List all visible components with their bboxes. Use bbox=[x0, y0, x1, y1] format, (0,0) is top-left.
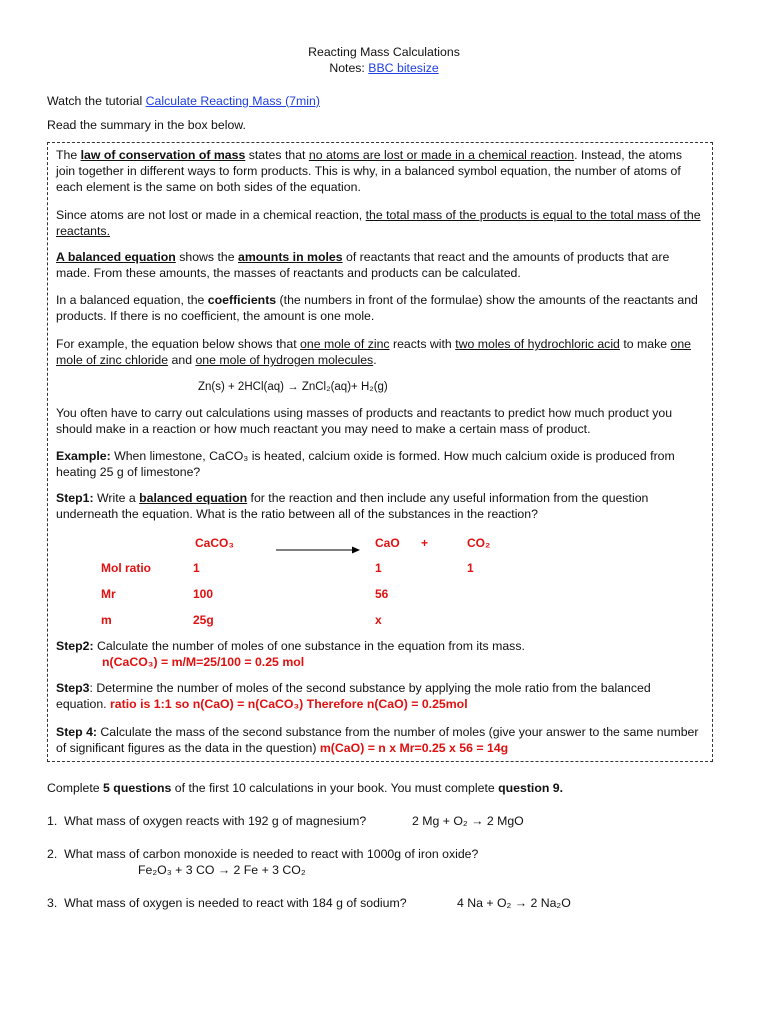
header-caco3: CaCO₃ bbox=[195, 536, 234, 550]
m-caco3: 25g bbox=[193, 613, 214, 627]
text: When limestone, CaCO₃ is heated, calcium oxide is formed. How much calcium oxide is produced from heating 25 g of limestone? bbox=[56, 449, 675, 479]
text: : Determine the number of moles of the second substance by applying the mole ratio from the balanced equation. bbox=[56, 681, 651, 711]
summary-box bbox=[47, 142, 713, 762]
text: For example, the equation below shows that bbox=[56, 337, 301, 351]
question-3-equation: 4 Na + O₂ → 2 Na₂O bbox=[457, 896, 571, 910]
step3-answer: ratio is 1:1 so n(CaO) = n(CaCO₃) Therefore n(CaO) = 0.25mol bbox=[106, 697, 468, 711]
mol-caco3: 1 bbox=[193, 561, 200, 575]
paragraph-step2 bbox=[56, 638, 704, 654]
coefficients-term: coefficients bbox=[207, 293, 277, 307]
watch-prefix: Watch the tutorial bbox=[47, 94, 146, 108]
text: . bbox=[373, 353, 377, 367]
step4-answer: m(CaO) = n x Mr=0.25 x 56 = 14g bbox=[319, 741, 509, 755]
notes-label: Notes: bbox=[329, 61, 369, 75]
bbc-bitesize-link[interactable]: BBC bitesize bbox=[368, 61, 439, 75]
mol-cao: 1 bbox=[375, 561, 382, 575]
text: one mole of zinc bbox=[300, 337, 390, 351]
text: 5 questions bbox=[103, 781, 172, 795]
text: . Instead, the atoms join together in different ways to form products. This is why, in a balanced symbol equation, the number of atoms of each element is the same on both sides of the equation. bbox=[56, 148, 683, 194]
text: What mass of oxygen reacts with 192 g of magnesium? bbox=[64, 814, 367, 828]
title-text: Reacting Mass Calculations bbox=[308, 45, 460, 59]
step2-label: Step2: bbox=[56, 639, 94, 653]
question-1-equation: 2 Mg + O₂ → 2 MgO bbox=[412, 814, 524, 828]
row-label-mr: Mr bbox=[101, 587, 116, 601]
step3-label: Step3 bbox=[56, 681, 90, 695]
question-2 bbox=[47, 846, 478, 862]
question-1 bbox=[47, 813, 366, 829]
paragraph-calculations: You often have to carry out calculations using masses of products and reactants to predict how much product you should make in a reaction or how much reactant you may need to make a certain mass of product. bbox=[56, 406, 673, 436]
row-label-m: m bbox=[101, 613, 112, 627]
amounts-in-moles-term: amounts in moles bbox=[238, 250, 343, 264]
balanced-equation-term: A balanced equation bbox=[56, 250, 176, 264]
example-label: Example: bbox=[56, 449, 111, 463]
text: (the numbers in front of the formulae) show the amounts of the reactants and products. If there is no coefficient, the amount is one mole. bbox=[56, 293, 698, 323]
paragraph-coefficients bbox=[56, 292, 704, 324]
total-mass-phrase: the total mass of the products is equal to the total mass of the reactants. bbox=[56, 208, 701, 238]
watch-tutorial-line bbox=[47, 93, 320, 109]
text: question 9. bbox=[498, 781, 564, 795]
text: Calculate the number of moles of one substance in the equation from its mass. bbox=[93, 639, 525, 653]
header-plus: + bbox=[421, 536, 429, 550]
mol-co2: 1 bbox=[467, 561, 474, 575]
tutorial-link[interactable]: Calculate Reacting Mass (7min) bbox=[145, 94, 320, 108]
text: In a balanced equation, the bbox=[56, 293, 208, 307]
paragraph-balanced-equation bbox=[56, 249, 704, 281]
text: What mass of carbon monoxide is needed to react with 1000g of iron oxide? bbox=[64, 847, 479, 861]
text: Calculate the mass of the second substance from the number of moles (give your answer to the same number of significant figures as the data in the question) bbox=[56, 725, 699, 755]
question-3 bbox=[47, 895, 407, 911]
paragraph-step1 bbox=[56, 490, 704, 522]
header-co2: CO₂ bbox=[467, 536, 491, 550]
law-term: law of conservation of mass bbox=[80, 148, 246, 162]
text: for the reaction and then include any useful information from the question underneath the equation. What is the ratio between all of the substances in the reaction? bbox=[56, 491, 649, 521]
paragraph-example-zinc bbox=[56, 336, 704, 368]
text: one mole of zinc chloride bbox=[56, 337, 692, 367]
paragraph-conservation bbox=[56, 147, 704, 195]
paragraph-step4 bbox=[56, 724, 704, 756]
text: and bbox=[168, 353, 196, 367]
mr-cao: 56 bbox=[375, 587, 389, 601]
text: Since atoms are not lost or made in a chemical reaction, bbox=[56, 208, 366, 222]
step2-answer: n(CaCO₃) = m/M=25/100 = 0.25 mol bbox=[102, 655, 305, 669]
step1-label: Step1: bbox=[56, 491, 94, 505]
zinc-equation: Zn(s) + 2HCl(aq) → ZnCl₂(aq)+ H₂(g) bbox=[198, 381, 388, 393]
text: 3. bbox=[47, 896, 58, 910]
text: Write a bbox=[93, 491, 140, 505]
question-2-equation: Fe₂O₃ + 3 CO → 2 Fe + 3 CO₂ bbox=[138, 863, 306, 877]
instructions-line bbox=[47, 780, 563, 796]
row-label-mol-ratio: Mol ratio bbox=[101, 561, 151, 575]
m-cao: x bbox=[375, 613, 382, 627]
header-cao: CaO bbox=[375, 536, 400, 550]
reaction-arrow-icon bbox=[276, 545, 360, 555]
text: one mole of hydrogen molecules bbox=[195, 353, 374, 367]
text: shows the bbox=[175, 250, 239, 264]
text: states that bbox=[245, 148, 309, 162]
mr-caco3: 100 bbox=[193, 587, 214, 601]
text: What mass of oxygen is needed to react with 184 g of sodium? bbox=[64, 896, 407, 910]
notes-line bbox=[0, 60, 768, 76]
no-atoms-phrase: no atoms are lost or made in a chemical reaction bbox=[308, 148, 575, 162]
text: 1. bbox=[47, 814, 58, 828]
text: balanced equation bbox=[139, 491, 248, 505]
step4-label: Step 4: bbox=[56, 725, 97, 739]
text: of reactants that react and the amounts of products that are made. From these amounts, the masses of reactants and products can be calculated. bbox=[56, 250, 670, 280]
paragraph-step3 bbox=[56, 680, 704, 712]
paragraph-total-mass bbox=[56, 207, 704, 239]
text: The bbox=[56, 148, 81, 162]
text: two moles of hydrochloric acid bbox=[455, 337, 620, 351]
text: 2. bbox=[47, 847, 58, 861]
text: Complete bbox=[47, 781, 104, 795]
text: reacts with bbox=[389, 337, 456, 351]
text: to make bbox=[619, 337, 671, 351]
text: of the first 10 calculations in your book. You must complete bbox=[171, 781, 499, 795]
read-summary-text: Read the summary in the box below. bbox=[47, 118, 246, 132]
document-title bbox=[0, 44, 768, 60]
paragraph-example bbox=[56, 448, 704, 480]
